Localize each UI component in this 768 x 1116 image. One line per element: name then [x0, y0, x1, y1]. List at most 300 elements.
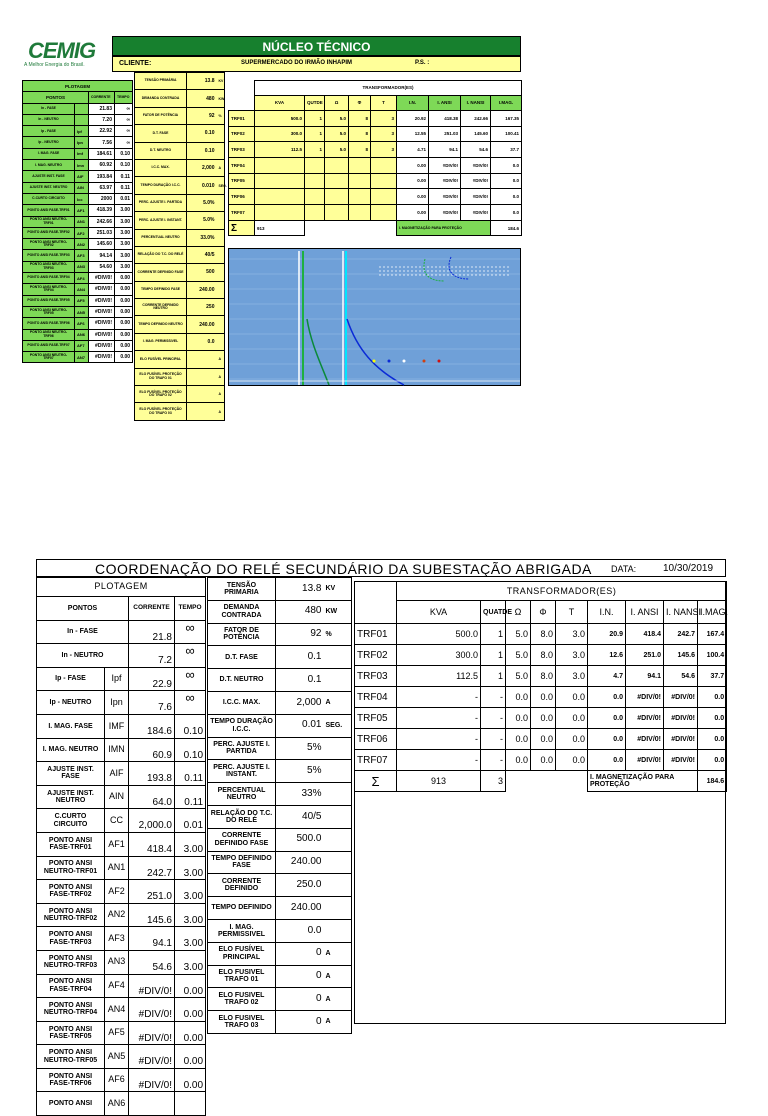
row-symbol: AF3	[105, 927, 129, 951]
param-label: ELO FUSIVEL TRAFO 03	[208, 1011, 276, 1034]
trf-value: 112.5	[255, 142, 305, 158]
row-label: AJUSTE INST. FASE	[37, 762, 105, 786]
row-label: I. MAG. NEUTRO	[23, 160, 75, 171]
row-current: 145.6	[129, 903, 175, 927]
table-row	[37, 762, 206, 786]
row-label: PONTO ANSI NEUTRO-TRF05	[37, 1045, 105, 1069]
table-row	[37, 856, 206, 880]
table-row	[37, 809, 206, 833]
ps-label: P.S. :	[415, 60, 430, 66]
row-time: 0.10	[175, 714, 206, 738]
param-value: 92	[276, 623, 324, 646]
param-label: I.C.C. MAX.	[135, 159, 187, 176]
plotagem-table	[36, 577, 206, 1116]
trf-value	[305, 205, 325, 221]
bottom-title: COORDENAÇÃO DO RELÉ SECUNDÁRIO DA SUBESTAÇÃO ABRIGADA	[95, 561, 592, 577]
row-symbol: AN2	[75, 239, 89, 250]
table-row	[208, 805, 352, 828]
param-label: PERC. AJUSTE I. PARTIDA	[135, 194, 187, 211]
table-row	[229, 126, 522, 142]
trf-value: 100.41	[491, 126, 522, 142]
trf-value	[305, 173, 325, 189]
plotagem-header: PLOTAGEM	[37, 578, 206, 597]
trf-value: 0.0	[556, 729, 588, 750]
row-time: 3.00	[115, 227, 133, 238]
param-label: TEMPO DEFINIDO	[208, 897, 276, 920]
table-row	[23, 137, 133, 148]
trf-value: 112.5	[397, 666, 481, 687]
row-symbol: IMF	[105, 714, 129, 738]
row-current: 184.61	[89, 148, 115, 159]
trf-value: 0.0	[506, 687, 531, 708]
trf-col-header: T	[371, 95, 397, 110]
param-label: DEMANDA CONTRADA	[135, 90, 187, 107]
chart-point	[403, 360, 406, 363]
param-label: D.T. FASE	[208, 646, 276, 669]
table-row	[37, 1092, 206, 1116]
trf-value: 1	[481, 624, 506, 645]
table-row	[355, 624, 727, 645]
trf-col-header: I.N.	[397, 95, 429, 110]
param-value: 40/5	[187, 246, 217, 263]
row-symbol: Imn	[75, 160, 89, 171]
param-unit: A	[324, 965, 352, 988]
header-row	[37, 597, 206, 621]
row-label: PONTO ANSI NEUTRO-TRF01	[37, 856, 105, 880]
trf-col-header: KVA	[397, 601, 481, 624]
param-unit	[324, 805, 352, 828]
table-row	[23, 193, 133, 204]
trf-value: 0.0	[556, 687, 588, 708]
param-unit	[324, 783, 352, 806]
trf-value: 3	[371, 110, 397, 126]
trf-col-header: T	[556, 601, 588, 624]
param-label: ELO FUSÍVEL PRINCIPAL	[135, 351, 187, 368]
row-label: PONTO ANSI FASE-TRF05	[23, 295, 75, 306]
date-value: 10/30/2019	[663, 563, 714, 574]
row-label: I. MAG. FASE	[37, 714, 105, 738]
param-unit	[217, 316, 225, 333]
trf-name: TRF07	[229, 205, 255, 221]
row-label: Ip - NEUTRO	[37, 691, 105, 715]
row-symbol: AN1	[75, 216, 89, 227]
row-label: PONTO ANSI FASE-TRF03	[23, 250, 75, 261]
row-current: 7.56	[89, 137, 115, 148]
row-time	[175, 1092, 206, 1116]
trf-col-header: KVA	[255, 95, 305, 110]
table-row	[208, 965, 352, 988]
table-row	[23, 340, 133, 351]
trf-value: -	[397, 750, 481, 771]
param-label: TENSÃO PRIMÁRIA	[135, 73, 187, 90]
col-corrente: CORRENTE	[89, 92, 115, 103]
trf-value: 0.00	[397, 157, 429, 173]
param-unit	[217, 333, 225, 350]
sum-row	[229, 220, 522, 236]
row-symbol: AN3	[75, 261, 89, 272]
trf-value	[325, 157, 349, 173]
param-value: 0.10	[187, 142, 217, 159]
trf-value	[325, 205, 349, 221]
trf-name: TRF03	[229, 142, 255, 158]
date-label: DATA:	[611, 564, 637, 574]
table-row	[208, 897, 352, 920]
param-value: 0.01	[276, 714, 324, 737]
row-label: PONTO ANSI NEUTRO-TRF02	[37, 903, 105, 927]
table-row	[208, 828, 352, 851]
trf-value: 0.0	[506, 729, 531, 750]
trf-value: 0.00	[397, 205, 429, 221]
param-value: 240.00	[276, 897, 324, 920]
param-value	[187, 386, 217, 403]
param-value: 5%	[276, 760, 324, 783]
table-row	[23, 114, 133, 125]
trf-name: TRF01	[355, 624, 397, 645]
table-row	[355, 750, 727, 771]
trf-value: 8.0	[531, 666, 556, 687]
trf-value: 0.00	[397, 189, 429, 205]
param-label: TEMPO DURAÇÃO I.C.C.	[135, 177, 187, 194]
row-time: 0.00	[175, 1068, 206, 1092]
trf-value: 0.0	[531, 708, 556, 729]
table-row	[23, 227, 133, 238]
param-label: TEMPO DURAÇÃO I.C.C.	[208, 714, 276, 737]
param-unit: A	[217, 368, 225, 385]
param-unit: KW	[324, 600, 352, 623]
row-time: 0.11	[175, 762, 206, 786]
row-time: 3.00	[115, 261, 133, 272]
row-symbol: Ipf	[105, 667, 129, 691]
bottom-sheet	[36, 559, 729, 1109]
table-row	[37, 998, 206, 1022]
trf-value: 8.0	[531, 645, 556, 666]
row-current: 418.4	[129, 832, 175, 856]
blank-cell	[355, 582, 397, 601]
param-unit	[324, 874, 352, 897]
param-value	[187, 368, 217, 385]
param-unit: A	[217, 386, 225, 403]
trf-value: #DIV/0!	[664, 729, 698, 750]
param-unit: SEG.	[324, 714, 352, 737]
param-label: ELO FUSIVEL TRAFO 02	[208, 988, 276, 1011]
blank-cell	[305, 220, 397, 236]
mag-value: 184.6	[698, 771, 727, 792]
table-row	[37, 950, 206, 974]
trf-name: TRF06	[229, 189, 255, 205]
trf-value: #DIV/0!	[664, 708, 698, 729]
trf-value: #DIV/0!	[461, 157, 491, 173]
param-label: CORRENTE DEFINIDO	[208, 874, 276, 897]
trf-value: #DIV/0!	[626, 729, 664, 750]
bottom-title-bar	[36, 559, 726, 577]
table-row	[135, 73, 225, 90]
row-current: 60.92	[89, 160, 115, 171]
table-row	[23, 318, 133, 329]
table-row	[23, 126, 133, 137]
client-label: CLIENTE:	[119, 60, 152, 67]
param-label: PERCENTUAL NEUTRO	[208, 783, 276, 806]
row-time: 0.00	[115, 273, 133, 284]
row-current: #DIV/0!	[89, 306, 115, 317]
table-row	[37, 785, 206, 809]
row-current: 64.0	[129, 785, 175, 809]
table-row	[135, 90, 225, 107]
param-value: 0.0	[276, 919, 324, 942]
param-label: FATOR DE POTÊNCIA	[135, 107, 187, 124]
param-label: PERC. AJUSTE I. PARTIDA	[208, 737, 276, 760]
table-row	[229, 110, 522, 126]
row-symbol: AF1	[105, 832, 129, 856]
param-unit	[324, 828, 352, 851]
row-label: Ip - FASE	[37, 667, 105, 691]
param-unit	[217, 229, 225, 246]
row-current: 193.8	[129, 762, 175, 786]
param-value: 240.00	[187, 316, 217, 333]
trf-value: 5.0	[325, 110, 349, 126]
trf-value: 54.6	[664, 666, 698, 687]
table-row	[37, 832, 206, 856]
row-symbol: AN4	[75, 284, 89, 295]
trf-value	[349, 173, 371, 189]
param-value: 92	[187, 107, 217, 124]
row-time: ∞	[115, 137, 133, 148]
table-row	[23, 148, 133, 159]
row-time: 0.00	[115, 318, 133, 329]
trf-value: 0.0	[531, 750, 556, 771]
trf-name: TRF06	[355, 729, 397, 750]
row-current: 242.66	[89, 216, 115, 227]
row-time: ∞	[175, 644, 206, 668]
row-time: 0.10	[115, 148, 133, 159]
header-row	[229, 81, 522, 96]
sum-kva: 913	[397, 771, 481, 792]
table-row	[208, 1011, 352, 1034]
table-row	[229, 173, 522, 189]
top-title: NÚCLEO TÉCNICO	[112, 36, 521, 56]
row-label: AJUSTE INST. FASE	[23, 171, 75, 182]
trf-header: TRANSFORMADOR(ES)	[255, 81, 522, 96]
param-value: 0	[276, 965, 324, 988]
row-label: PONTO ANSI FASE-TRF02	[37, 880, 105, 904]
mag-label: I. MAGNETIZAÇÃO PARA PROTEÇÃO	[397, 220, 491, 236]
trf-value: 418.38	[429, 110, 461, 126]
table-row	[37, 974, 206, 998]
logo-subtitle: A Melhor Energia do Brasil.	[24, 62, 85, 68]
trf-value	[255, 205, 305, 221]
row-label: PONTO ANSI NEUTRO-TRF03	[23, 261, 75, 272]
param-label: TEMPO DEFINIDO FASE	[135, 281, 187, 298]
table-row	[208, 623, 352, 646]
table-row	[229, 142, 522, 158]
row-label: Ip - NEUTRO	[23, 137, 75, 148]
row-label: AJUSTE INST. NEUTRO	[37, 785, 105, 809]
row-symbol: AIF	[75, 171, 89, 182]
row-symbol: IMN	[105, 738, 129, 762]
table-row	[23, 239, 133, 250]
row-label: PONTO ANSI FASE-TRF04	[23, 273, 75, 284]
row-label: PONTO ANSI	[37, 1092, 105, 1116]
trf-value: 3	[371, 142, 397, 158]
trf-value: 5.0	[325, 142, 349, 158]
trf-value: -	[481, 750, 506, 771]
param-unit	[217, 264, 225, 281]
table-row	[135, 142, 225, 159]
row-label: PONTO ANSI NEUTRO-TRF02	[23, 239, 75, 250]
trf-value	[255, 173, 305, 189]
trf-value: 500.0	[255, 110, 305, 126]
param-value: 5%	[276, 737, 324, 760]
mag-label: I. MAGNETIZAÇÃO PARA PROTEÇÃO	[588, 771, 698, 792]
row-label: C.CURTO CIRCUITO	[23, 193, 75, 204]
row-time: 0.10	[115, 160, 133, 171]
table-row	[135, 299, 225, 316]
trf-col-header: Φ	[531, 601, 556, 624]
table-row	[37, 667, 206, 691]
sum-symbol: Σ	[229, 220, 255, 236]
row-time: 0.00	[175, 974, 206, 998]
row-current: 7.6	[129, 691, 175, 715]
row-time: 0.11	[115, 171, 133, 182]
param-unit	[324, 919, 352, 942]
param-value: 240.00	[276, 851, 324, 874]
trf-value	[349, 157, 371, 173]
param-unit	[217, 194, 225, 211]
trf-name: TRF07	[355, 750, 397, 771]
param-unit: A	[217, 351, 225, 368]
table-row	[208, 600, 352, 623]
transformers-table	[354, 581, 727, 792]
param-label: RELAÇÃO DO T.C. DO RELÉ	[208, 805, 276, 828]
param-value: 0.1	[276, 669, 324, 692]
row-symbol: AF2	[105, 880, 129, 904]
top-transformers-table	[228, 80, 522, 236]
table-row	[135, 351, 225, 368]
row-time: 3.00	[175, 927, 206, 951]
trf-value: -	[481, 708, 506, 729]
table-row	[208, 578, 352, 601]
trf-value: 94.1	[429, 142, 461, 158]
trf-value: 0.0	[588, 687, 626, 708]
col-corrente: CORRENTE	[129, 597, 175, 621]
trf-value: 8	[349, 110, 371, 126]
trf-value	[349, 189, 371, 205]
row-current: 21.8	[129, 620, 175, 644]
table-row	[355, 645, 727, 666]
row-label: I. MAG. NEUTRO	[37, 738, 105, 762]
row-current: #DIV/0!	[129, 974, 175, 998]
param-value: 33%	[276, 783, 324, 806]
row-current: 22.92	[89, 126, 115, 137]
table-row	[229, 157, 522, 173]
row-label: PONTO ANSI FASE-TRF01	[23, 205, 75, 216]
col-tempo: TEMPO	[115, 92, 133, 103]
trf-value: -	[397, 687, 481, 708]
trf-value: 0.00	[397, 173, 429, 189]
row-current: #DIV/0!	[129, 1021, 175, 1045]
table-row	[208, 851, 352, 874]
trf-value: -	[481, 729, 506, 750]
trf-value: 0.0	[588, 708, 626, 729]
table-row	[23, 182, 133, 193]
trf-value: #DIV/0!	[429, 205, 461, 221]
table-row	[23, 352, 133, 363]
trf-name: TRF05	[355, 708, 397, 729]
row-current: #DIV/0!	[89, 284, 115, 295]
param-value: 2,000	[187, 159, 217, 176]
row-symbol: AF1	[75, 205, 89, 216]
trf-value: 1	[481, 666, 506, 687]
trf-value: 20.9	[588, 624, 626, 645]
param-label: I. MAG. PERMISSIVEL	[208, 919, 276, 942]
table-row	[37, 1045, 206, 1069]
trf-value	[325, 173, 349, 189]
table-row	[208, 942, 352, 965]
table-row	[135, 386, 225, 403]
table-row	[135, 403, 225, 420]
trf-value: 0.0	[491, 189, 522, 205]
trf-value: 167.4	[698, 624, 727, 645]
trf-col-header: I.MAG.	[491, 95, 522, 110]
row-time: 3.00	[175, 903, 206, 927]
trf-value: #DIV/0!	[429, 173, 461, 189]
row-time: 3.00	[115, 250, 133, 261]
table-row	[135, 333, 225, 350]
table-row	[355, 687, 727, 708]
row-label: PONTO ANSI NEUTRO-TRF04	[23, 284, 75, 295]
param-value: 250.0	[276, 874, 324, 897]
trf-value: 167.35	[491, 110, 522, 126]
row-time: 0.00	[115, 295, 133, 306]
client-name: SUPERMERCADO DO IRMÃO INHAPIM	[241, 60, 353, 66]
row-symbol: AN5	[105, 1045, 129, 1069]
param-value: 33.0%	[187, 229, 217, 246]
row-time: 3.00	[175, 880, 206, 904]
row-symbol: AN7	[75, 352, 89, 363]
mag-value: 184.6	[491, 220, 522, 236]
trf-value: 0.0	[588, 729, 626, 750]
table-row	[229, 205, 522, 221]
table-row	[23, 306, 133, 317]
trf-value: 5.0	[325, 126, 349, 142]
param-label: RELAÇÃO DO T.C. DO RELÉ	[135, 246, 187, 263]
sum-row	[355, 771, 727, 792]
trf-col-header: QUATDE	[481, 601, 506, 624]
param-unit	[324, 760, 352, 783]
param-value: 500.0	[276, 828, 324, 851]
table-row	[355, 666, 727, 687]
row-label: PONTO ANSI NEUTRO-TRF07	[23, 352, 75, 363]
row-label: PONTO ANSI FASE-TRF03	[37, 927, 105, 951]
trf-value: 0.0	[491, 157, 522, 173]
param-label: TENSÃO PRIMARIA	[208, 578, 276, 601]
coordination-chart-svg	[229, 249, 520, 385]
row-time: 0.00	[115, 340, 133, 351]
trf-value: 0.0	[556, 750, 588, 771]
trf-value: 3.0	[556, 645, 588, 666]
row-time: 0.11	[115, 182, 133, 193]
row-time: 0.00	[115, 284, 133, 295]
trf-value: 37.7	[698, 666, 727, 687]
table-row	[135, 316, 225, 333]
top-sheet	[22, 36, 521, 492]
trf-value: 3	[371, 126, 397, 142]
table-row	[135, 159, 225, 176]
row-time: ∞	[115, 103, 133, 114]
plotagem-header: PLOTAGEM	[23, 81, 133, 92]
row-current: 94.14	[89, 250, 115, 261]
header-row	[355, 601, 727, 624]
blank-cell	[229, 81, 255, 96]
